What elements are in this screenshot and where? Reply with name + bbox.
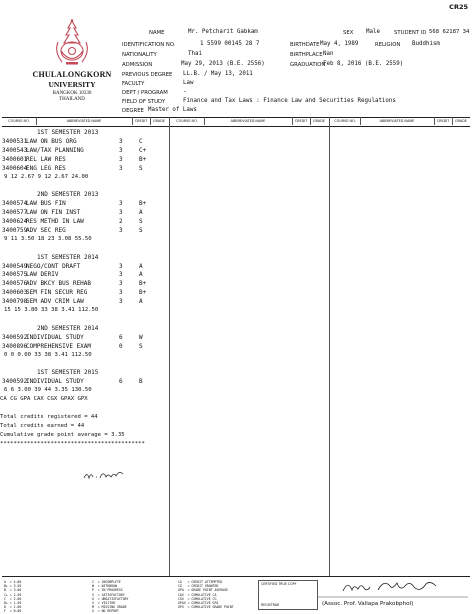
course-table-header — [2, 117, 470, 127]
semester-heading: 2ND SEMESTER 2013 — [37, 191, 99, 199]
course-number: 3400624 — [2, 218, 28, 225]
course-number: 3400574 — [2, 200, 28, 208]
university-city: BANGKOK 10330 — [52, 91, 92, 96]
course-grade: A — [139, 262, 143, 270]
transcript-note: CA CG GPA CAX CGX GPAX GPX — [0, 396, 88, 402]
student-name: Mr. Petcharit Gabkam — [188, 29, 258, 35]
course-grade: C — [139, 137, 143, 145]
course-number: 3400604 — [2, 164, 28, 172]
legend-grade-points: A = 4.00 B+ = 3.50 B = 3.00 C+ = 2.50 C = 2.00 D+ = 1.50 D = 1.00 F = 0.00 — [4, 580, 22, 614]
course-grade: S — [139, 342, 143, 350]
course-credit: 3 — [119, 200, 123, 208]
abbreviated-name-header-2: ABBREVIATED NAME — [230, 119, 266, 123]
column-divider — [292, 117, 293, 125]
semester-heading: 1ST SEMESTER 2014 — [37, 253, 99, 261]
course-no-header-2: COURSE NO. — [176, 119, 198, 123]
prev-degree-label: PREVIOUS DEGREE — [122, 72, 173, 78]
admission-label: ADMISSION — [122, 62, 153, 68]
abbreviated-name-header-3: ABBREVIATED NAME — [379, 119, 415, 123]
student-field: Finance and Tax Laws : Finance Law and Securities Regulations — [183, 98, 396, 104]
credit-header-1: CREDIT — [134, 119, 148, 123]
certification-stamp — [258, 580, 318, 610]
course-number: 3400603 — [2, 289, 28, 297]
course-name: LAW/TAX PLANNING — [26, 146, 84, 154]
religion-label: RELIGION — [375, 42, 401, 48]
column-group-divider — [329, 117, 330, 576]
course-credit: 3 — [119, 271, 123, 279]
legend-grade-symbols: I = INCOMPLETE W = WITHDRAW P = IN PROGRESS S = SATISFACTORY U = UNSATISFACTORY V = VISITOR M = MISSING GRADE X = NO REPORT — [92, 580, 129, 614]
idno-label: IDENTIFICATION NO. — [122, 42, 176, 48]
course-number: 3400576 — [2, 280, 28, 288]
course-credit: 3 — [119, 155, 123, 163]
student-birthplace: Nan — [323, 51, 334, 57]
course-name: COMPREHENSIVE EXAM — [26, 342, 92, 350]
course-name: INDIVIDUAL STUDY — [26, 378, 84, 386]
course-credit: 3 — [119, 146, 123, 154]
student-id-label: STUDENT ID — [394, 30, 427, 36]
course-credit: 3 — [119, 289, 123, 297]
course-name: LAW ON FIN INST — [26, 209, 81, 217]
transcript-note: Total credits earned = 44 — [0, 422, 85, 429]
credit-header-2: CREDIT — [294, 119, 308, 123]
university-name-line2: UNIVERSITY — [48, 80, 96, 89]
course-credit: 3 — [119, 262, 123, 270]
document-code: CR25 — [449, 3, 468, 11]
course-grade: B+ — [139, 280, 147, 288]
course-name: ADV SEC REG — [26, 226, 66, 234]
student-degree: Master of Laws — [148, 107, 197, 113]
grade-header-2: GRADE — [313, 119, 325, 123]
course-grade: C+ — [139, 146, 147, 154]
column-group-divider — [169, 117, 170, 576]
course-number: 3400575 — [2, 271, 28, 279]
course-name: REL LAW RES — [26, 155, 66, 163]
course-grade: A — [139, 271, 143, 279]
course-grade: A — [139, 209, 143, 217]
sex-label: SEX — [343, 30, 354, 36]
course-number: 3400592 — [2, 333, 28, 341]
column-divider — [132, 117, 133, 125]
name-label: NAME — [149, 30, 165, 36]
course-number: 3400601 — [2, 155, 28, 163]
course-name: ADV BKCY BUS REHAB — [26, 280, 92, 288]
grade-header-1: GRADE — [153, 119, 165, 123]
course-name: SEM FIN SECUR REG — [26, 289, 88, 297]
course-name: LAW DERIV — [26, 271, 59, 279]
course-no-header-3: COURSE NO. — [334, 119, 356, 123]
course-name: SEM ADV CRIM LAW — [26, 298, 84, 306]
course-name: INDIVIDUAL STUDY — [26, 333, 84, 341]
student-id: 568 62187 34 — [429, 29, 470, 35]
stamp-line-2: REGISTRAR — [261, 603, 280, 607]
course-number: 3400896 — [2, 342, 28, 350]
semester-summary: 15 15 3.80 33 38 3.41 112.50 — [4, 307, 99, 313]
semester-heading: 2ND SEMESTER 2014 — [37, 324, 99, 332]
semester-summary: 9 12 2.67 9 12 2.67 24.00 — [4, 173, 89, 180]
course-no-header-1: COURSE NO. — [8, 119, 30, 123]
nationality-label: NATIONALITY — [122, 52, 157, 58]
column-divider — [360, 117, 361, 125]
course-credit: 6 — [119, 378, 123, 386]
handwritten-initials-icon — [82, 468, 126, 482]
column-divider — [36, 117, 37, 125]
transcript-note: ******************************************* — [0, 440, 145, 447]
course-grade: B — [139, 378, 143, 386]
student-prev-degree: LL.B. / May 13, 2011 — [183, 71, 253, 77]
student-birthdate: May 4, 1989 — [320, 41, 359, 47]
student-faculty: Law — [183, 80, 194, 86]
course-number: 3400798 — [2, 298, 28, 306]
course-number: 3400549 — [2, 262, 28, 270]
column-divider — [310, 117, 311, 125]
legend-abbreviations: CA = CREDIT ATTEMPTED CG = CREDIT GRANTED GPA = GRADE POINT AVERAGE CAX = CUMULATIVE CA CGX = CUMULATIVE CG GPAX = CUMULATIVE GPA GPX = CUMULATIVE GRADE POINT — [178, 580, 234, 610]
course-grade: B+ — [139, 289, 147, 297]
course-grade: S — [139, 164, 143, 172]
student-sex: Male — [366, 29, 380, 35]
course-number: 3400543 — [2, 146, 28, 154]
course-credit: 3 — [119, 164, 123, 172]
course-name: LAW BUS FIN — [26, 200, 66, 208]
dept-label: DEPT / PROGRAM — [122, 90, 168, 96]
student-idno: 1 5599 00145 28 7 — [200, 41, 260, 47]
abbreviated-name-header-1: ABBREVIATED NAME — [66, 119, 102, 123]
university-country: THAILAND — [59, 97, 85, 102]
column-divider — [452, 117, 453, 125]
course-number: 3400759 — [2, 226, 28, 234]
course-number: 3400592 — [2, 378, 28, 386]
semester-summary: 6 6 3.00 39 44 3.35 130.50 — [4, 387, 92, 394]
student-graduation: Feb 8, 2016 (B.E. 2559) — [323, 61, 404, 67]
field-label: FIELD OF STUDY — [122, 99, 166, 105]
course-credit: 3 — [119, 226, 123, 234]
course-grade: A — [139, 298, 143, 306]
grade-header-3: GRADE — [455, 119, 467, 123]
course-grade: B+ — [139, 200, 147, 208]
course-name: LAW ON BUS ORG — [26, 137, 77, 145]
course-credit: 3 — [119, 298, 123, 306]
course-credit: 2 — [119, 218, 123, 225]
course-grade: B+ — [139, 155, 147, 163]
column-divider — [150, 117, 151, 125]
credit-header-3: CREDIT — [436, 119, 450, 123]
university-seal-icon — [50, 18, 94, 68]
course-grade: W — [139, 333, 143, 341]
transcript-note: Cumulative grade point average = 3.35 — [0, 431, 125, 438]
course-name: NEGO/CONT DRAFT — [26, 262, 81, 270]
registrar-signature-icon — [340, 578, 450, 596]
course-name: ENG LEG RES — [26, 164, 66, 172]
birthdate-label: BIRTHDATE — [290, 42, 320, 48]
transcript-note: Total credits registered = 44 — [0, 413, 98, 420]
semester-summary: 9 11 3.50 18 23 3.08 55.50 — [4, 235, 92, 242]
column-divider — [434, 117, 435, 125]
course-number: 3400531 — [2, 137, 28, 145]
student-admission: May 29, 2013 (B.E. 2556) — [181, 61, 265, 67]
degree-label: DEGREE — [122, 108, 144, 114]
column-divider — [204, 117, 205, 125]
course-name: RES METHD IN LAW — [26, 218, 84, 225]
semester-summary: 0 0 0.00 33 38 3.41 112.50 — [4, 351, 92, 358]
university-name-line1: CHULALONGKORN — [32, 70, 112, 79]
course-number: 3400577 — [2, 209, 28, 217]
course-credit: 3 — [119, 137, 123, 145]
birthplace-label: BIRTHPLACE — [290, 52, 323, 58]
student-dept: - — [183, 89, 187, 95]
student-nationality: Thai — [188, 51, 202, 57]
signatory-name: (Assoc. Prof. Vallapa Prakobphol) — [322, 601, 414, 607]
student-religion: Buddhism — [412, 41, 440, 47]
course-grade: S — [139, 218, 143, 225]
graduation-label: GRADUATION — [290, 62, 326, 68]
stamp-line-1: CERTIFIED TRUE COPY — [261, 582, 297, 586]
semester-heading: 1ST SEMESTER 2013 — [37, 129, 99, 136]
semester-heading: 1ST SEMESTER 2015 — [37, 369, 99, 377]
signature-line — [318, 596, 468, 598]
course-credit: 3 — [119, 280, 123, 288]
course-credit: 0 — [119, 342, 123, 350]
course-credit: 6 — [119, 333, 123, 341]
course-grade: S — [139, 226, 143, 234]
faculty-label: FACULTY — [122, 81, 145, 87]
course-credit: 3 — [119, 209, 123, 217]
